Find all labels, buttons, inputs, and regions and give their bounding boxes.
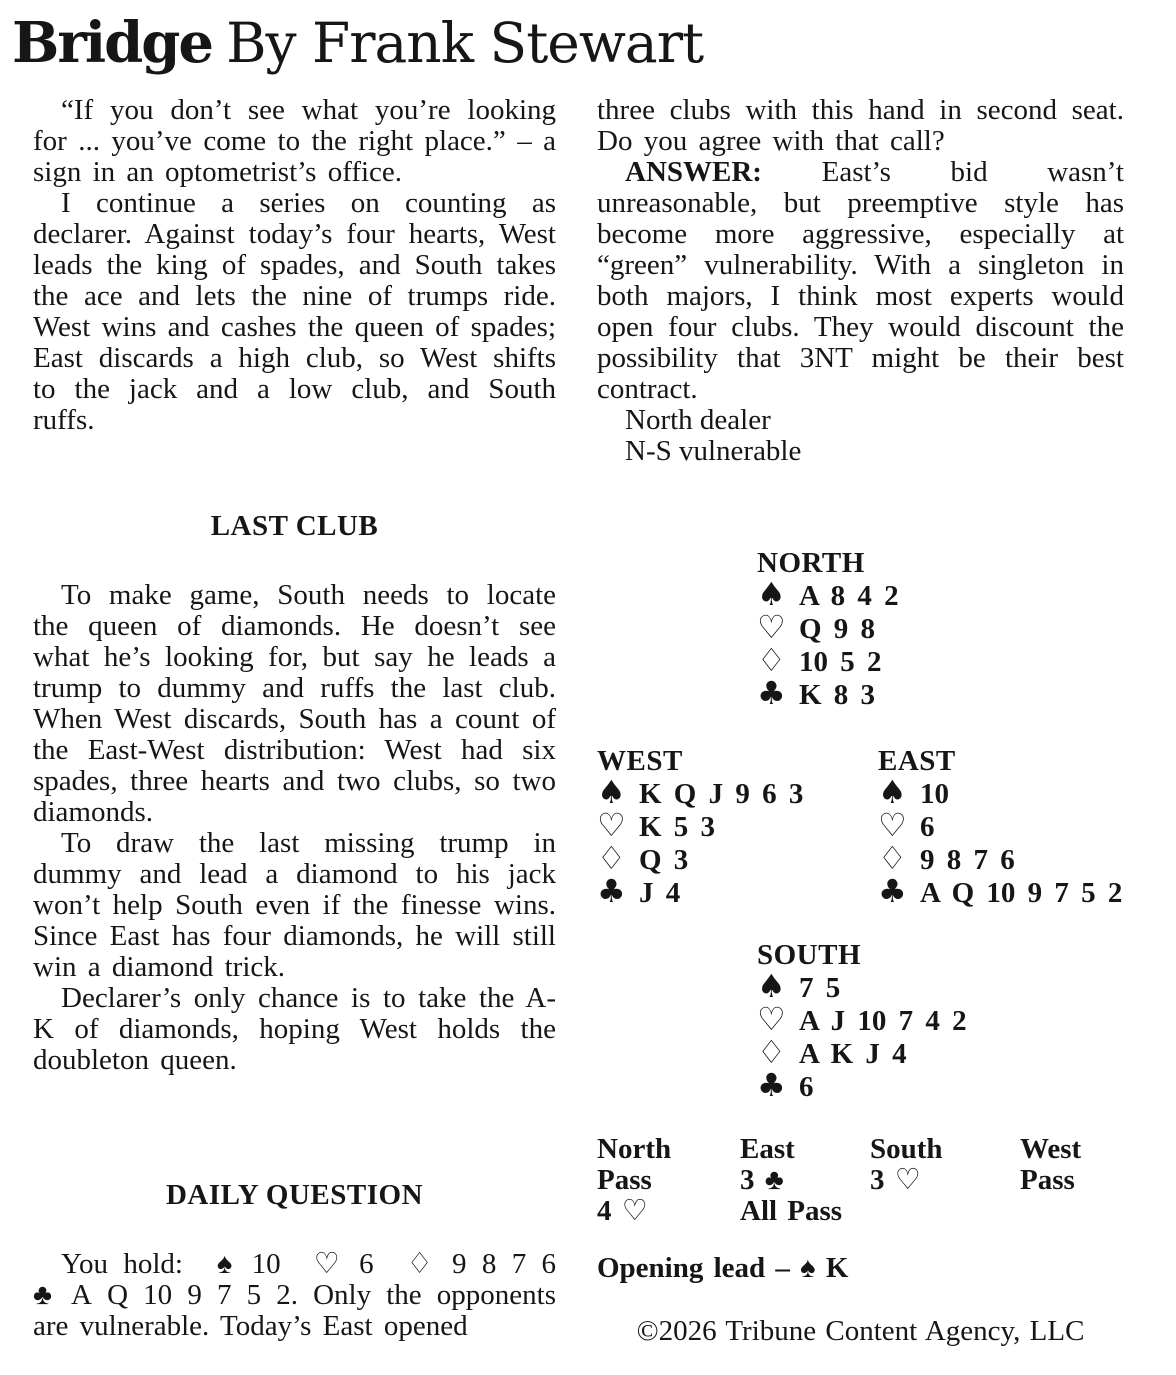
east-diamonds-line <box>878 839 1122 877</box>
section-heading-last-club: LAST CLUB <box>210 510 379 542</box>
north-hearts-line <box>757 608 1124 646</box>
you-hold-clubs: ♣ A Q 10 9 7 5 2. <box>33 1279 298 1311</box>
hand-west <box>597 746 803 909</box>
heart-icon: ♡ <box>757 1000 786 1038</box>
paragraph-count-distribution: To make game, South needs to locate the queen of diamonds. He doesn’t see what he’s looking for, but say he leads a trump to dummy and ruffs the last club. When West discards, South has a count of the East-West distribution: West had six spades, three hearts and two clubs, so two diamonds. <box>33 579 556 828</box>
west-spades-line <box>597 773 804 811</box>
hand-east <box>878 746 1122 909</box>
bidding-header-west: West <box>1020 1133 1082 1165</box>
south-diamond-cards: A K J 4 <box>799 1038 907 1070</box>
paragraph-you-hold <box>33 1249 556 1342</box>
diamond-icon: ♢ <box>757 641 786 679</box>
right-column-top-section <box>597 95 1124 467</box>
spade-icon: ♠ <box>757 575 786 613</box>
east-spades-line <box>878 773 1122 811</box>
answer-label: ANSWER: <box>625 156 762 188</box>
west-heart-cards: K 5 3 <box>639 811 716 843</box>
vulnerability-line: N-S vulnerable <box>625 435 802 467</box>
hand-west-label: WEST <box>597 745 683 777</box>
bid-cell: All Pass <box>740 1195 843 1227</box>
bidding-header-east: East <box>740 1133 795 1165</box>
north-clubs-line <box>757 674 1124 712</box>
east-clubs-line <box>878 872 1123 910</box>
left-column <box>33 95 556 1355</box>
paragraph-answer <box>597 157 1124 405</box>
column-author: By Frank Stewart <box>226 11 704 75</box>
paragraph-question-continued: three clubs with this hand in second seat. Do you agree with that call? <box>597 94 1124 157</box>
spade-icon: ♠ <box>878 773 907 811</box>
hand-south-label: SOUTH <box>757 939 862 971</box>
hand-north-label: NORTH <box>757 547 865 579</box>
east-club-cards: A Q 10 9 7 5 2 <box>920 877 1123 909</box>
west-hearts-line <box>597 806 803 844</box>
hand-north <box>757 548 1124 711</box>
south-club-cards: 6 <box>799 1071 814 1103</box>
hand-south <box>757 940 1124 1103</box>
bidding-header-north: North <box>597 1133 672 1165</box>
west-east-row <box>597 745 1124 910</box>
north-spades-line <box>757 575 1124 613</box>
copyright-line: ©2026 Tribune Content Agency, LLC <box>636 1315 1085 1347</box>
bid-cell: 3 ♣ <box>740 1164 784 1196</box>
club-icon: ♣ <box>757 674 786 712</box>
east-spade-cards: 10 <box>920 778 949 810</box>
heart-icon: ♡ <box>878 806 907 844</box>
east-diamond-cards: 9 8 7 6 <box>920 844 1015 876</box>
you-hold-spades: ♠ 10 <box>198 1248 281 1280</box>
west-club-cards: J 4 <box>639 877 681 909</box>
you-hold-text: You hold: <box>61 1248 199 1280</box>
club-icon: ♣ <box>597 872 626 910</box>
left-column-middle-section <box>33 580 556 1076</box>
dealer-line: North dealer <box>625 404 771 436</box>
north-diamonds-line <box>757 641 1124 679</box>
south-spade-cards: 7 5 <box>799 972 841 1004</box>
bid-cell: Pass <box>597 1164 652 1196</box>
column-title: Bridge <box>12 10 213 76</box>
south-heart-cards: A J 10 7 4 2 <box>799 1005 967 1037</box>
west-diamonds-line <box>597 839 803 877</box>
you-hold-hearts: ♡ 6 <box>280 1248 374 1280</box>
bid-cell <box>870 1196 1020 1227</box>
diamond-icon: ♢ <box>757 1033 786 1071</box>
north-spade-cards: A 8 4 2 <box>799 580 899 612</box>
spade-icon: ♠ <box>597 773 626 811</box>
spade-icon: ♠ <box>757 967 786 1005</box>
bid-cell: Pass <box>1020 1164 1075 1196</box>
left-column-bottom-section <box>33 1249 556 1342</box>
south-clubs-line <box>757 1066 1124 1104</box>
bid-cell <box>1020 1196 1124 1227</box>
east-hearts-line <box>878 806 1122 844</box>
south-spades-line <box>757 967 1124 1005</box>
east-heart-cards: 6 <box>920 811 935 843</box>
west-spade-cards: K Q J 9 6 3 <box>639 778 804 810</box>
bid-cell: 3 ♡ <box>870 1164 921 1196</box>
paragraph-deal-intro: I continue a series on counting as declarer. Against today’s four hearts, West leads the king of spades, and South takes the ace and lets the nine of trumps ride. West wins and cashes the queen of spades; East discards a high club, so West shifts to the jack and a low club, and South ruffs. <box>33 187 556 436</box>
left-column-top-section <box>33 95 556 436</box>
bidding-header-south: South <box>870 1133 943 1165</box>
masthead <box>12 10 704 86</box>
north-club-cards: K 8 3 <box>799 679 876 711</box>
club-icon: ♣ <box>878 872 907 910</box>
heart-icon: ♡ <box>757 608 786 646</box>
hand-east-label: EAST <box>878 745 956 777</box>
heart-icon: ♡ <box>597 806 626 844</box>
paragraph-optometrist-quote: “If you don’t see what you’re looking for ... you’ve come to the right place.” – a sign in an optometrist’s office. <box>33 94 556 188</box>
bidding-table <box>597 1134 1124 1227</box>
section-heading-daily-question: DAILY QUESTION <box>165 1179 424 1211</box>
bid-cell: 4 ♡ <box>597 1195 648 1227</box>
south-diamonds-line <box>757 1033 1124 1071</box>
right-column <box>597 95 1124 1355</box>
west-diamond-cards: Q 3 <box>639 844 689 876</box>
west-clubs-line <box>597 872 803 910</box>
north-heart-cards: Q 9 8 <box>799 613 876 645</box>
diamond-icon: ♢ <box>597 839 626 877</box>
you-hold-question: Only the opponents are vulnerable. Today’s East opened <box>33 1279 556 1342</box>
club-icon: ♣ <box>757 1066 786 1104</box>
answer-text: East’s bid wasn’t unreasonable, but preemptive style has become more aggressive, especially at “green” vulnerability. With a singleton in both majors, I think most experts would open four clubs. They would discount the possibility that 3NT might be their best contract. <box>597 156 1124 405</box>
paragraph-declarers-chance: Declarer’s only chance is to take the A-K of diamonds, hoping West holds the doubleton queen. <box>33 982 556 1076</box>
opening-lead-line: Opening lead – ♠ K <box>597 1252 849 1284</box>
north-diamond-cards: 10 5 2 <box>799 646 882 678</box>
south-hearts-line <box>757 1000 1124 1038</box>
deal-diagram <box>597 548 1124 1347</box>
paragraph-trump-finesse: To draw the last missing trump in dummy and lead a diamond to his jack won’t help South even if the finesse wins. Since East has four diamonds, he will still win a diamond trick. <box>33 827 556 983</box>
you-hold-diamonds: ♢ 9 8 7 6 <box>373 1248 557 1280</box>
diamond-icon: ♢ <box>878 839 907 877</box>
